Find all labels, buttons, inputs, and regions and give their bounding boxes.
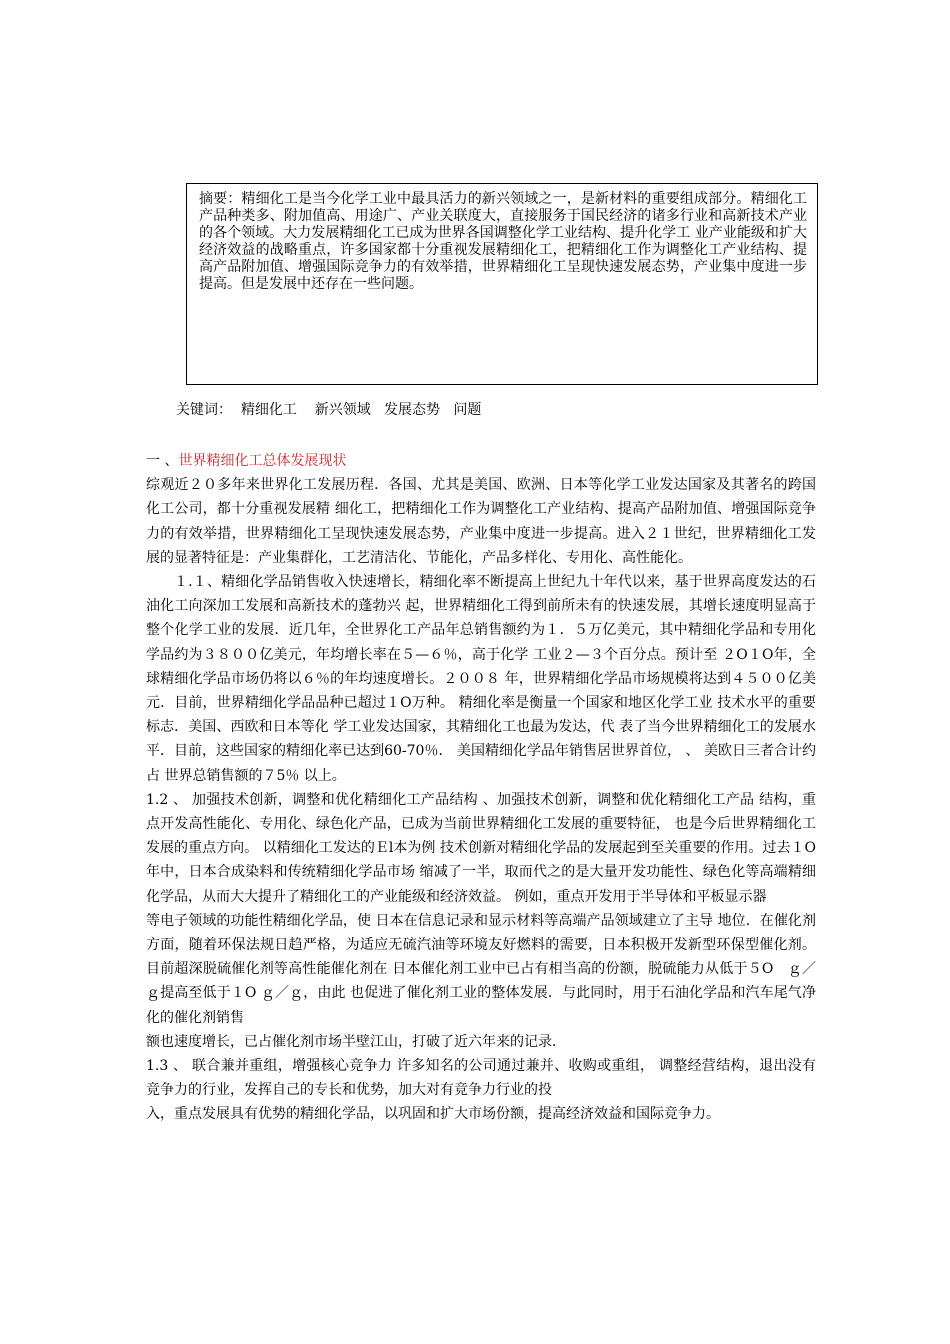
paragraph-intro: 综观近２０多年来世界化工发展历程．各国、尤其是美国、欧洲、日本等化学工业发达国家及其著名的跨国化工公司，都十分重视发展精 细化工，把精细化工作为调整化工产业结构、提高产品附加值、增强国际竞争力的有效举措，世界精细化工呈现快速发展态势，产业集中度进一步提高。进入２１世纪，世界精细化工发展的显著特征是：产业集群化，工艺清洁化、节能化，产品多样化、专用化、高性能化。 xyxy=(146,477,816,566)
keywords-line: 关键词： 精细化工 新兴领域 发展态势 问题 xyxy=(176,402,482,418)
paragraph-1-1: １.１、精细化学品销售收入快速增长，精细化率不断提高上世纪九十年代以来，基于世界高度发达的石油化工向深加工发展和高新技术的蓬勃兴 起，世界精细化工得到前所未有的快速发展，其增长速度明显高于整个化学工业的发展．近几年，全世界化工产品年总销售额约为１．５万亿美元，其中精细化学品和专用化学品约为３８００亿美元，年均增长率在５—６％，高于化学 工业２—３个百分点。预计至 ２O１O年，全球精细化学品市场仍将以６％的年均速度增长。２００８ 年，世界精细化学品市场规模将达到４５００亿美 元．目前，世界精细化学品品种已超过１O万种。 精细化率是衡量一个国家和地区化学工业 技术水平的重要标志．美国、西欧和日本等化 学工业发达国家，其精细化工也最为发达，代 表了当今世界精细化工的发展水平．目前，这些国家的精细化率已达到60-70％． 美国精细化学品年销售居世界首位， 、 美欧日三者合计约占 世界总销售额的７5％ 以上。 xyxy=(146,574,816,784)
abstract-text: 摘要：精细化工是当今化学工业中最具活力的新兴领域之一，是新材料的重要组成部分。精细化工产品种类多、附加值高、用途广、产业关联度大，直接服务于国民经济的诸多行业和高新技术产业的各个领域。大力发展精细化工已成为世界各国调整化学工业结构、提升化学工 业产业能级和扩大经济效益的战略重点，许多国家都十分重视发展精细化工，把精细化工作为调整化工产业结构、提高产品附加值、增强国际竞争力的有效举措，世界精细化工呈现快速发展态势，产业集中度进一步提高。但是发展中还存在一些问题。 xyxy=(199,191,807,292)
section-title: 世界精细化工总体发展现状 xyxy=(178,453,347,469)
paragraph-1-2-cont: 等电子领域的功能性精细化学品，使 日本在信息记录和显示材料等高端产品领域建立了主导 地位．在催化剂方面，随着环保法规日趋严格，为适应无硫汽油等环境友好燃料的需要，日本积极开发新型环保型催化剂。目前超深脱硫催化剂等高性能催化剂在 日本催化剂工业中已占有相当高的份额，脱硫能力从低于５O ｇ／ｇ提高至低于１O ｇ／ｇ，由此 也促进了催化剂工业的整体发展．与此同时，用于石油化学品和汽车尾气净化的催化剂销售 xyxy=(146,912,816,1026)
main-content xyxy=(146,449,816,1127)
paragraph-1-2-end: 额也速度增长，已占催化剂市场半壁江山，打破了近六年来的记录． xyxy=(146,1033,566,1050)
section-heading xyxy=(146,449,816,473)
abstract-box xyxy=(186,183,818,385)
paragraph-1-2: 1.2 、 加强技术创新，调整和优化精细化工产品结构 、加强技术创新，调整和优化精细化工产品 结构，重点开发高性能化、专用化、绿色化产品，已成为当前世界精细化工发展的重要特征， 也是今后世界精细化工发展的重点方向。 以精细化工发达的Ｅl本为例 技术创新对精细化学品的发展起到至关重要的作用。过去１O年中，日本合成染料和传统精细化学品市场 缩减了一半，取而代之的是大量开发功能性、绿色化等高端精细化学品，从而大大提升了精细化工的产业能级和经济效益。 例如，重点开发用于半导体和平板显示器 xyxy=(146,791,816,905)
section-number: 一 、 xyxy=(146,453,179,469)
paragraph-1-3: 1.3 、 联合兼并重组，增强核心竞争力 许多知名的公司通过兼并、收购或重组， 调整经营结构，退出没有竞争力的行业，发挥自己的专长和优势，加大对有竞争力行业的投 xyxy=(146,1058,816,1099)
paragraph-1-3-cont: 入，重点发展具有优势的精细化学品，以巩固和扩大市场份额，提高经济效益和国际竞争力。 xyxy=(146,1106,720,1123)
